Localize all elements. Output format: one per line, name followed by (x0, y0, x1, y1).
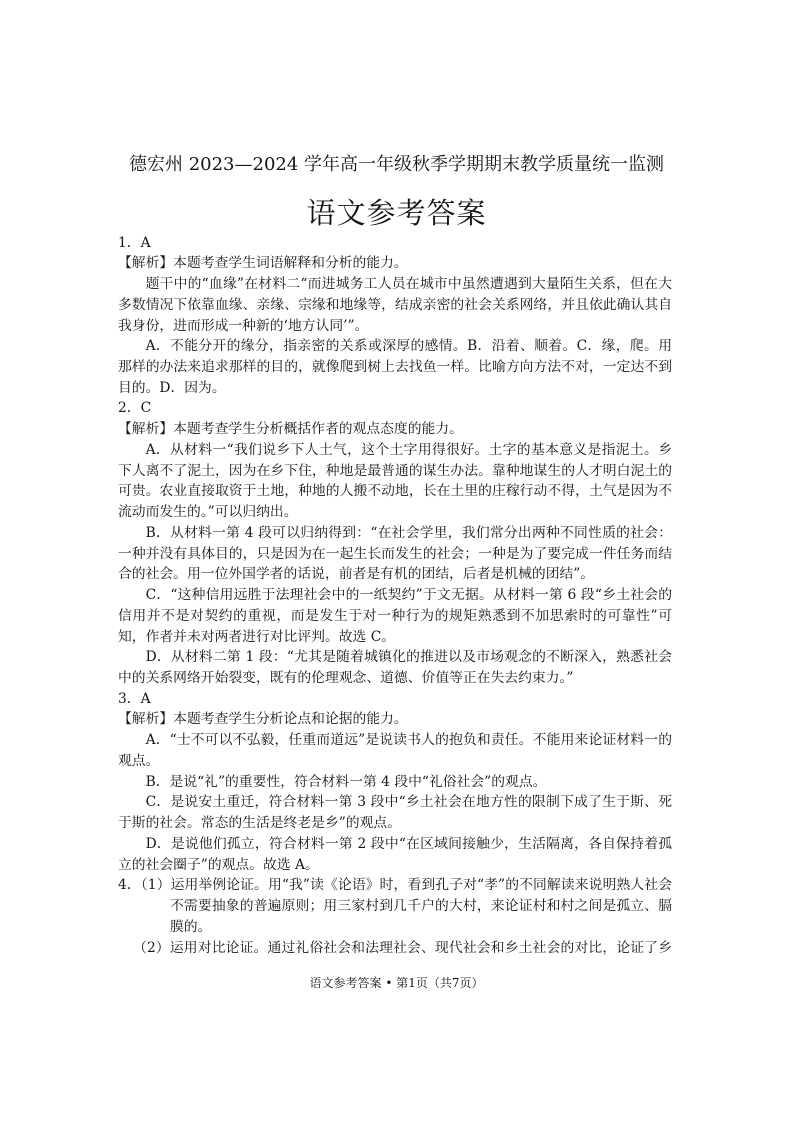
analysis-line: 【解析】本题考查学生分析论点和论据的能力。 (118, 711, 408, 728)
option-c-explanation: C．是说安土重迁，符合材料一第 3 段中“乡土社会在地方性的限制下成了生于斯、死于斯的社会。常态的生活是终老是乡”的观点。 (118, 794, 672, 832)
question-number: 4． (118, 877, 141, 894)
question-3 (118, 689, 672, 876)
answer-line: 2．C (118, 400, 152, 417)
question-4 (118, 875, 672, 958)
explanation-paragraph: 题干中的“血缘”在材料二“而进城务工人员在城市中虽然遭遇到大量陌生关系，但在大多数情况下依靠血缘、亲缘、宗缘和地缘等，结成亲密的社会关系网络，并且依此确认其自我身份，进而形成一种新的‘地方认同’”。 (118, 276, 672, 334)
analysis-line: 【解析】本题考查学生词语解释和分析的能力。 (118, 255, 408, 272)
item-label: （2） (133, 939, 170, 956)
option-a-explanation: A．从材料一“我们说乡下人土气，这个土字用得很好。土字的基本意义是指泥土。乡下人离不了泥土，因为在乡下住，种地是最普通的谋生办法。靠种地谋生的人才明白泥土的可贵。农业直接取资于土地，种地的人搬不动地，长在土里的庄稼行动不得，土气是因为不流动而发生的。”可以归纳出。 (118, 441, 672, 521)
answer-line: 3．A (118, 690, 151, 707)
option-d-explanation: D．从材料二第 1 段：“尤其是随着城镇化的推进以及市场观念的不断深入，熟悉社会中的关系网络开始裂变，既有的伦理观念、道德、价值等正在失去约束力。” (118, 649, 672, 687)
option-b-explanation: B．从材料一第 4 段可以归纳得到：“在社会学里，我们常分出两种不同性质的社会：一种并没有具体目的，只是因为在一起生长而发生的社会；一种是为了要完成一件任务而结合的社会。用一位外国学者的话说，前者是有机的团结，后者是机械的团结”。 (118, 524, 672, 583)
option-c-explanation: C．“这种信用远胜于法理社会中的一纸契约”于文无据。从材料一第 6 段“乡土社会的信用并不是对契约的重视，而是发生于对一种行为的规矩熟悉到不加思索时的可靠性”可知，作者并未对两者进行对比评判。故选 C。 (118, 587, 672, 645)
page-footer: 语文参考答案 • 第1页（共7页） (309, 976, 484, 990)
option-explanation: A．不能分开的缘分，指亲密的关系或深厚的感情。B．沿着、顺着。C．缘，爬。用那样的办法来追求那样的目的，就像爬到树上去找鱼一样。比喻方向方法不对，一定达不到目的。D．因为。 (118, 338, 672, 396)
document-title: 语文参考答案 (306, 196, 487, 230)
question-2 (118, 398, 672, 688)
answer-line: 1．A (118, 234, 151, 251)
item-label: （1） (140, 877, 171, 894)
question-4-item-1 (118, 875, 672, 937)
option-d-explanation: D．是说他们孤立，符合材料一第 2 段中“在区域间接触少，生活隔离，各自保持着孤立的社会圈子”的观点。故选 A。 (118, 835, 672, 873)
question-4-item-2 (118, 938, 672, 959)
answer-content (118, 233, 672, 959)
item-text: 运用举例论证。用“我”读《论语》时，看到孔子对“孝”的不同解读来说明熟人社会不需要抽象的普遍原则；用三家村到几千户的大村，来论证村和村之间是孤立、膈膜的。 (170, 877, 672, 935)
item-text: 运用对比论证。通过礼俗社会和法理社会、现代社会和乡土社会的对比，论证了乡 (169, 939, 672, 956)
option-b-explanation: B．是说“礼”的重要性，符合材料一第 4 段中“礼俗社会”的观点。 (145, 773, 547, 790)
analysis-line: 【解析】本题考查学生分析概括作者的观点态度的能力。 (118, 421, 463, 438)
option-a-explanation: A．“士不可以不弘毅，任重而道远”是说读书人的抱负和责任。不能用来论证材料一的观点。 (118, 732, 672, 769)
exam-title: 德宏州 2023—2024 学年高一年级秋季学期期末教学质量统一监测 (128, 154, 665, 175)
question-1 (118, 233, 672, 399)
